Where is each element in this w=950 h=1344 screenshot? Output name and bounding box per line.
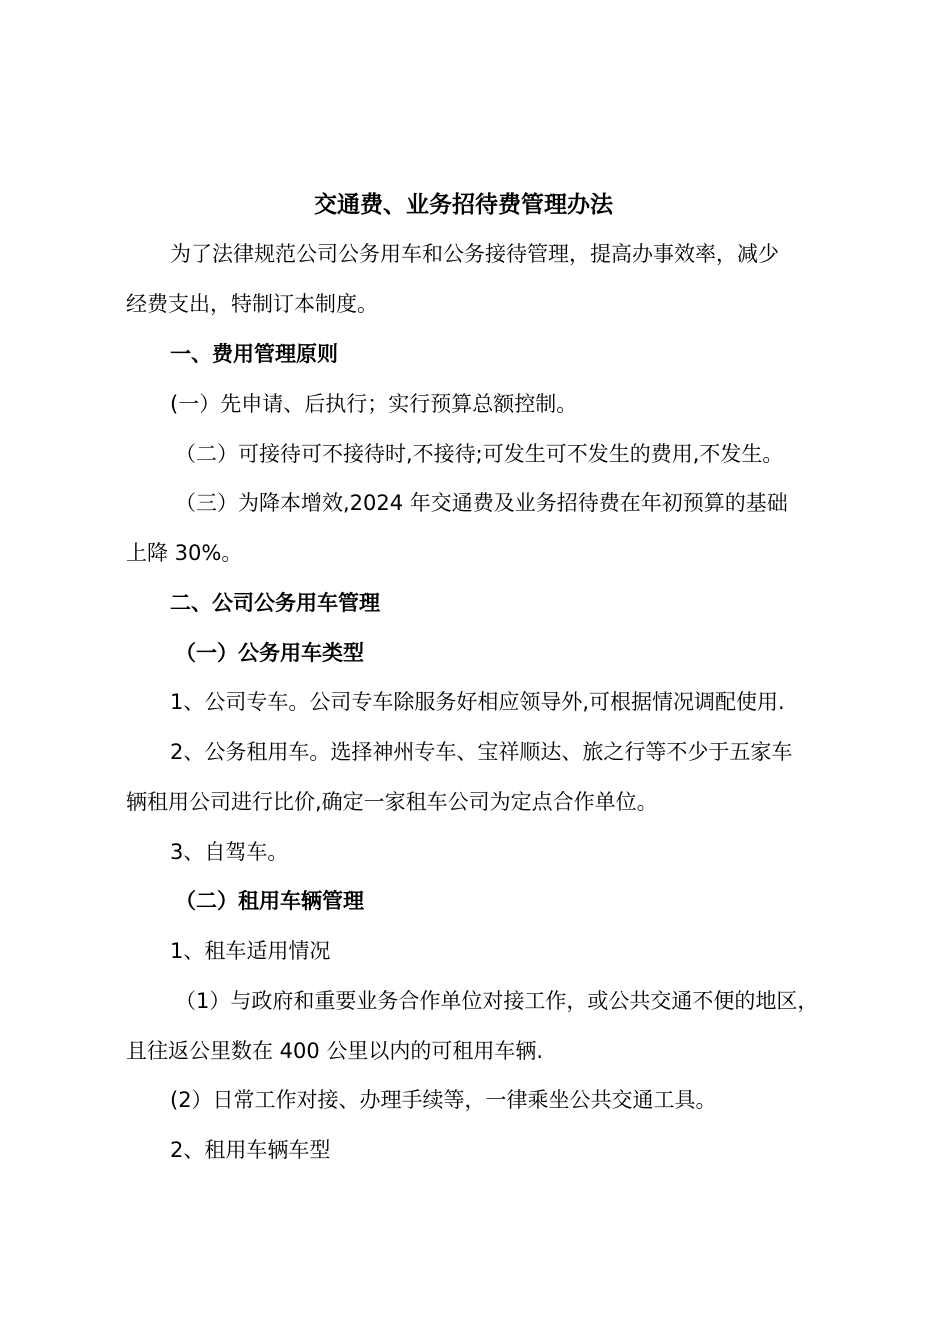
document-title: 交通费、业务招待费管理办法 [314, 192, 613, 218]
section-2-sub-2-item-1-b: (2）日常工作对接、办理手续等，一律乘坐公共交通工具。 [170, 1088, 717, 1112]
section-2-sub-1-heading: （一）公务用车类型 [175, 641, 364, 665]
section-2-sub-1-item-1: 1、公司专车。公司专车除服务好相应领导外,可根据情况调配使用. [170, 690, 785, 714]
section-2-sub-2-item-2: 2、租用车辆车型 [170, 1138, 331, 1162]
intro-paragraph-line-2: 经费支出，特制订本制度。 [126, 292, 378, 316]
section-1-item-1: (一）先申请、后执行；实行预算总额控制。 [170, 392, 578, 416]
section-1-item-3-line-2: 上降 30%。 [126, 541, 243, 565]
section-2-sub-1-item-2-line-2: 辆租用公司进行比价,确定一家租车公司为定点合作单位。 [126, 790, 658, 814]
section-1-item-2: （二）可接待可不接待时,不接待;可发生可不发生的费用,不发生。 [175, 442, 784, 466]
section-1-item-3-line-1: （三）为降本增效,2024 年交通费及业务招待费在年初预算的基础 [175, 491, 788, 515]
section-2-heading: 二、公司公务用车管理 [170, 591, 380, 615]
section-2-sub-2-heading: （二）租用车辆管理 [175, 889, 364, 913]
section-2-sub-2-item-1: 1、租车适用情况 [170, 939, 331, 963]
section-2-sub-2-item-1-a-line-2: 且往返公里数在 400 公里以内的可租用车辆. [126, 1039, 544, 1063]
section-2-sub-1-item-3: 3、自驾车。 [170, 840, 289, 864]
section-2-sub-1-item-2-line-1: 2、公务租用车。选择神州专车、宝祥顺达、旅之行等不少于五家车 [170, 740, 793, 764]
section-2-sub-2-item-1-a-line-1: （1）与政府和重要业务合作单位对接工作，或公共交通不便的地区， [175, 989, 819, 1013]
section-1-heading: 一、费用管理原则 [170, 342, 338, 366]
intro-paragraph-line-1: 为了法律规范公司公务用车和公务接待管理，提高办事效率，减少 [170, 242, 779, 266]
